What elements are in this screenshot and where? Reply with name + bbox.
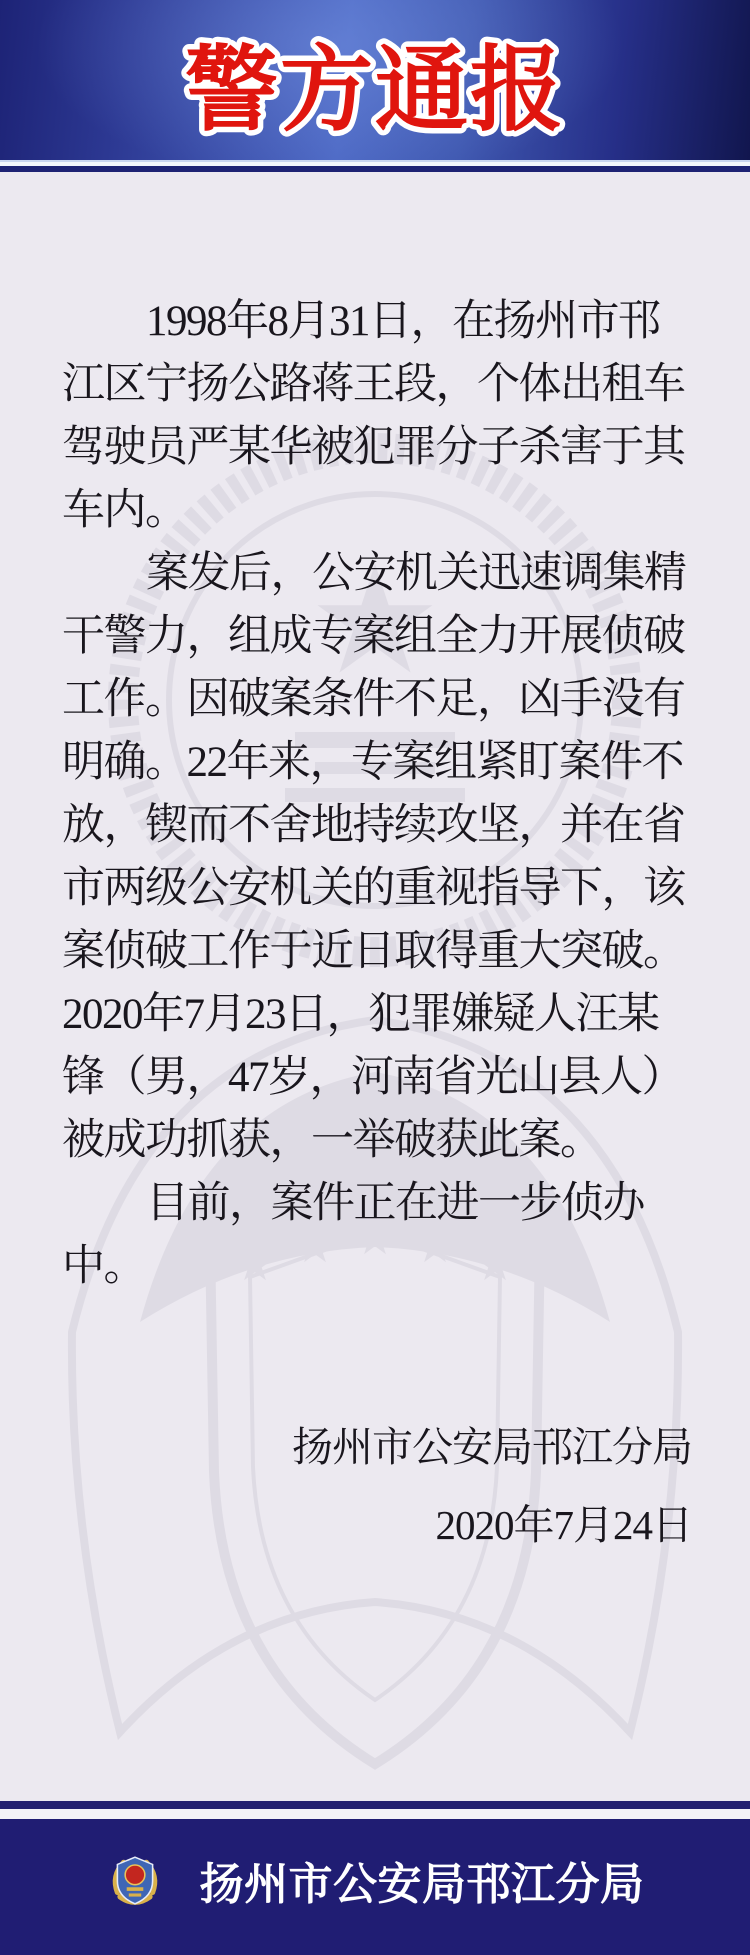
watermark-small-star-icon: ★ [474,1239,516,1290]
police-badge-icon [106,1851,164,1909]
notice-line: 锋（男，47岁，河南省光山县人） [62,1054,683,1101]
watermark-star-icon: ★ [307,539,443,705]
banner [0,0,750,160]
watermark-small-star-icon: ★ [414,1221,456,1272]
banner-title-area [0,0,750,160]
notice-content [0,172,750,1801]
divider-bottom-light [0,1809,750,1819]
page-title: 警方通报 [185,38,565,142]
notice-line: 中。 [62,1243,145,1290]
signature-block [292,1408,692,1564]
notice-line: 车内。 [62,487,187,534]
notice-paragraphs [0,172,750,1298]
notice-line: 江区宁扬公路蒋王段，个体出租车 [62,361,685,408]
watermark-small-star-icon: ★ [234,1239,276,1290]
signature-date: 2020年7月24日 [435,1502,692,1548]
notice-line: 明确。22年来，专案组紧盯案件不 [62,739,683,786]
notice-line: 案发后，公安机关迅速调集精 [146,550,686,597]
footer [0,1819,750,1955]
watermark-small-star-icon: ★ [354,1213,396,1264]
notice-line: 工作。因破案条件不足，凶手没有 [62,676,685,723]
notice-line: 被成功抓获，一举破获此案。 [62,1117,602,1164]
notice-line: 放，锲而不舍地持续攻坚，并在省 [62,802,685,849]
divider-bottom-navy [0,1801,750,1809]
notice-line: 1998年8月31日，在扬州市邗 [146,298,660,345]
notice-line: 干警力，组成专案组全力开展侦破 [62,613,685,660]
notice-line: 目前，案件正在进一步侦办 [146,1180,644,1227]
notice-line: 驾驶员严某华被犯罪分子杀害于其 [62,424,685,471]
notice-line: 市两级公安机关的重视指导下，该 [62,865,685,912]
notice-line: 案侦破工作于近日取得重大突破。 [62,928,685,975]
signature-agency: 扬州市公安局邗江分局 [292,1424,692,1470]
watermark-small-star-icon: ★ [294,1221,336,1272]
footer-agency: 扬州市公安局邗江分局 [199,1860,645,1909]
notice-line: 2020年7月23日，犯罪嫌疑人汪某 [62,991,659,1038]
